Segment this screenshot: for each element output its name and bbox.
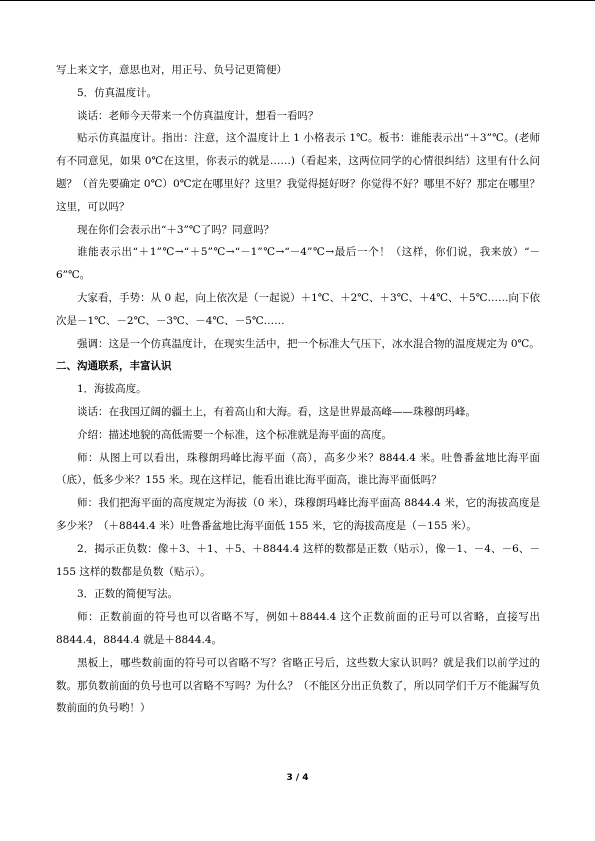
header-rule — [0, 0, 595, 1]
paragraph: 谁能表示出“＋1”℃→“＋5”℃→“－1”℃→“－4”℃→最后一个！（这样，你们说，我来放）“－6”℃。 — [56, 246, 540, 282]
paragraph: 谈话：在我国辽阔的疆土上，有着高山和大海。看，这是世界最高峰——珠穆朗玛峰。 — [77, 405, 476, 418]
document-body — [56, 59, 540, 720]
paragraph: 现在你们会表示出“＋3”℃了吗？同意吗？ — [77, 223, 275, 236]
page-number: 3 / 4 — [286, 773, 309, 783]
paragraph: 黑板上，哪些数前面的符号可以省略不写？省略正号后，这些数大家认识吗？就是我们以前学过的数。那负数前面的负号也可以省略不写吗？为什么？（不能区分出正负数了，所以同学们千万不能漏写负数前面的负号哟！） — [56, 656, 540, 715]
paragraph: 师：我们把海平面的高度规定为海拔（0 米），珠穆朗玛峰比海平面高 8844.4 米，它的海拔高度是多少米？（＋8844.4 米）吐鲁番盆地比海平面低 155 米，它的海拔高度是（－155 米）。 — [56, 497, 540, 532]
paragraph: 谈话：老师今天带来一个仿真温度计，想看一看吗？ — [77, 109, 319, 122]
paragraph: 介绍：描述地貌的高低需要一个标准，这个标准就是海平面的高度。 — [77, 428, 392, 441]
section-heading: 二、沟通联系，丰富认识 — [56, 360, 172, 373]
paragraph: 5．仿真温度计。 — [77, 86, 158, 99]
paragraph: 大家看，手势：从 0 起，向上依次是（一起说）＋1℃、＋2℃、＋3℃、＋4℃、＋5℃……向下依次是－1℃、－2℃、－3℃、－4℃、－5℃…… — [56, 291, 540, 327]
paragraph: 强调：这是一个仿真温度计，在现实生活中，把一个标准大气压下，冰水混合物的温度规定为 0℃。 — [77, 337, 540, 350]
paragraph: 师：正数前面的符号也可以省略不写，例如＋8844.4 这个正数前面的正号可以省略，直接写出 8844.4，8844.4 就是＋8844.4。 — [56, 611, 540, 646]
paragraph: 贴示仿真温度计。指出：注意，这个温度计上 1 小格表示 1℃。板书：谁能表示出“＋3”℃。(老师有不同意见，如果 0℃在这里，你表示的就是……)（看起来，这两位同学的心情很纠结）这里有什么问题？（首先要确定 0℃）0℃定在哪里好？这里？我觉得挺好呀？你觉得不好？哪里不好？那定在哪里？这里，可以吗？ — [56, 132, 540, 213]
paragraph: 写上来文字，意思也对，用正号、负号记更简便） — [56, 64, 287, 76]
paragraph: 师：从图上可以看出，珠穆朗玛峰比海平面（高），高多少米？8844.4 米。吐鲁番盆地比海平面（底），低多少米？155 米。现在这样记，能看出谁比海平面高，谁比海平面低吗？ — [56, 451, 540, 487]
paragraph: 1．海拔高度。 — [77, 383, 147, 396]
paragraph: 2．揭示正负数：像＋3、＋1、＋5、＋8844.4 这样的数都是正数（贴示），像－1、－4、－6、－155 这样的数都是负数（贴示）。 — [56, 542, 540, 578]
paragraph: 3．正数的简便写法。 — [77, 588, 179, 601]
